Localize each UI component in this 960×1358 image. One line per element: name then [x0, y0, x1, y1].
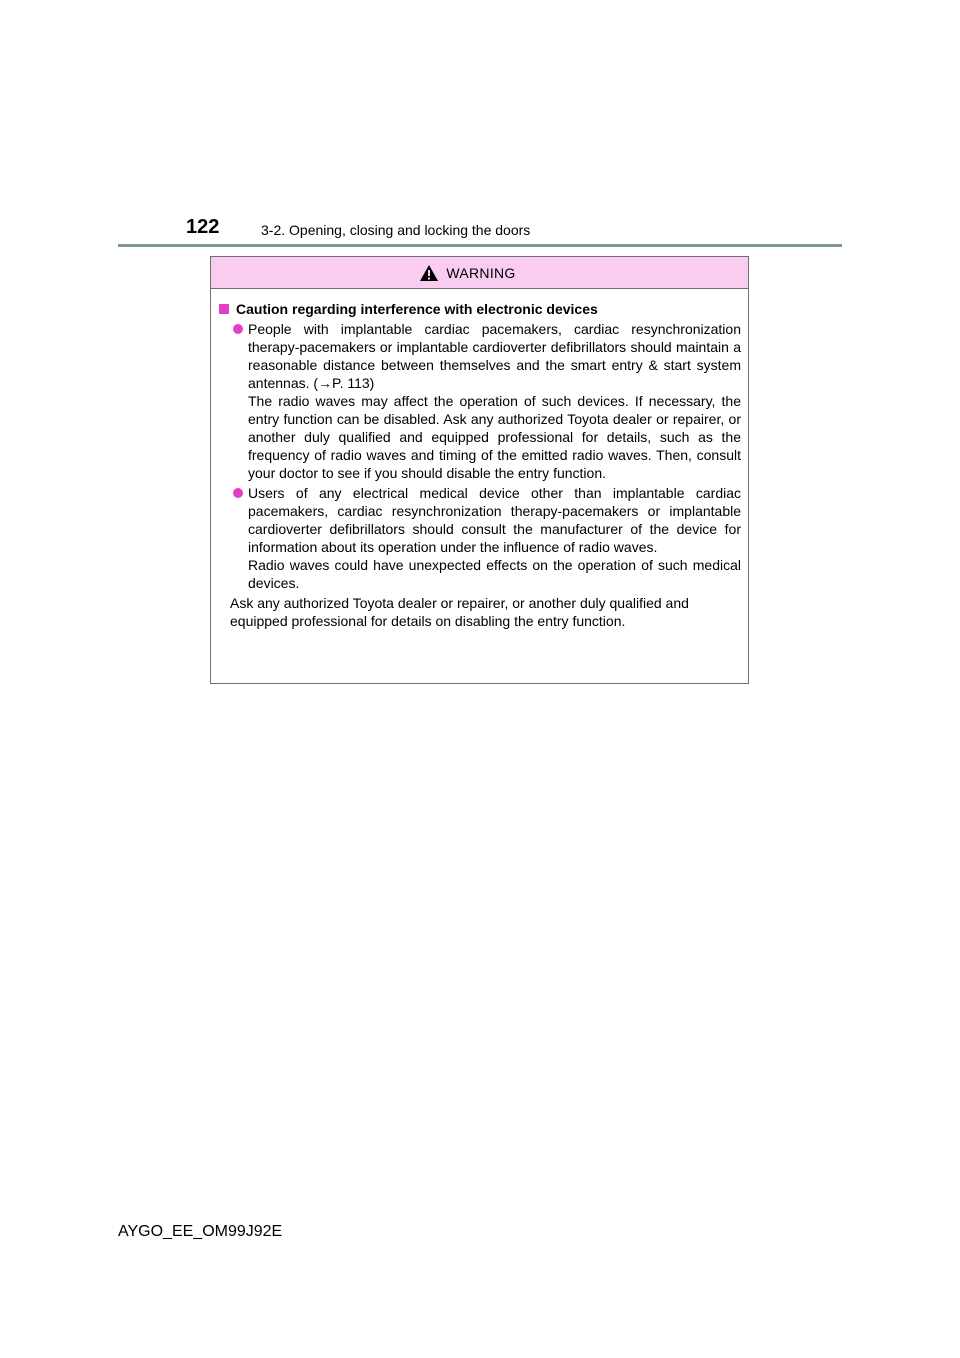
footer-code: AYGO_EE_OM99J92E: [118, 1223, 283, 1240]
circle-bullet-icon: [233, 324, 243, 334]
page-number: 122: [186, 216, 220, 238]
warning-title: WARNING: [446, 264, 516, 281]
warning-heading-text: Caution regarding interference with electronic devices: [236, 301, 598, 317]
bullet-item: [218, 484, 741, 592]
bullet-paragraph: The radio waves may affect the operation of such devices. If necessary, the entry function can be disabled. Ask any authorized Toyota dealer or repairer, or another duly qualified and equipped professional for details, such as the frequency of radio waves and timing of the emitted radio waves. Then, consult your doctor to see if you should disable the entry function.: [248, 393, 741, 481]
header-divider: [118, 244, 842, 247]
closing-text: Ask any authorized Toyota dealer or repairer, or another duly qualified and equipped professional for details on disabling the entry function.: [230, 595, 689, 629]
square-bullet-icon: [219, 304, 229, 314]
bullet-text: [248, 320, 741, 482]
warning-triangle-icon: [419, 264, 439, 282]
warning-heading: [218, 300, 741, 318]
section-title: 3-2. Opening, closing and locking the doors: [261, 222, 531, 238]
warning-body: [211, 289, 748, 630]
warning-header: [211, 257, 748, 289]
bullet-paragraph: People with implantable cardiac pacemakers, cardiac resynchronization therapy-pacemakers or implantable cardioverter defibrillators should maintain a reasonable distance between themselves and the smart entry & start system antennas. (→P. 113): [248, 321, 741, 391]
bullet-text: [248, 484, 741, 592]
bullet-item: [218, 320, 741, 482]
bullet-paragraph: Users of any electrical medical device other than implantable cardiac pacemakers, cardiac resynchronization therapy-pacemakers or implantable cardioverter defibrillators should consult the manufacturer of the device for information about its operation under the influence of radio waves.: [248, 485, 741, 555]
closing-note: [230, 594, 741, 630]
bullet-paragraph: Radio waves could have unexpected effects on the operation of such medical devices.: [248, 557, 741, 591]
warning-box: [210, 256, 749, 684]
circle-bullet-icon: [233, 488, 243, 498]
